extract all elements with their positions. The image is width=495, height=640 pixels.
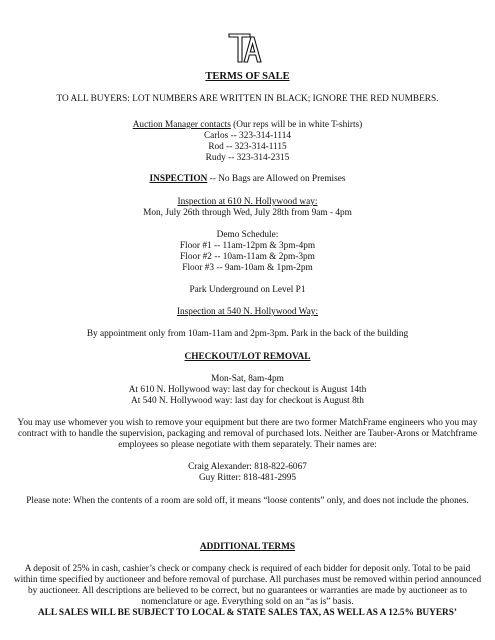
contact-line-carlos: Carlos -- 323-314-1114 <box>203 131 292 141</box>
engineer-craig: Craig Alexander: 818-822-6067 <box>188 462 307 472</box>
checkout-site2: At 540 N. Hollywood way: last day for checkout is August 8th <box>131 396 364 406</box>
inspection-line <box>20 174 475 185</box>
contacts-note: (Our reps will be in white T-shirts) <box>230 120 363 130</box>
demo-schedule-heading: Demo Schedule: <box>216 230 279 240</box>
checkout-site1: At 610 N. Hollywood way: last day for checkout is August 14th <box>128 385 367 395</box>
parking-note: Park Underground on Level P1 <box>189 285 306 295</box>
site1-inspection-heading: Inspection at 610 N. Hollywood way: <box>177 197 318 207</box>
engineer-guy: Guy Ritter: 818-481-2995 <box>198 473 297 483</box>
site1-inspection-hours: Mon, July 26th through Wed, July 28th from 9am - 4pm <box>143 208 352 218</box>
checkout-hours: Mon-Sat, 8am-4pm <box>211 374 284 384</box>
demo-floor-1: Floor #1 -- 11am-12pm & 3pm-4pm <box>179 241 316 251</box>
additional-terms-heading: ADDITIONAL TERMS <box>199 542 296 552</box>
site2-inspection-heading: Inspection at 540 N. Hollywood Way: <box>176 307 319 317</box>
demo-floor-3: Floor #3 -- 9am-10am & 1pm-2pm <box>182 263 313 273</box>
demo-floor-2: Floor #2 -- 10am-11am & 2pm-3pm <box>180 252 315 262</box>
site2-inspection-hours: By appointment only from 10am-11am and 2pm-3pm. Park in the back of the building <box>86 329 409 339</box>
inspection-text: -- No Bags are Allowed on Premises <box>207 174 346 184</box>
additional-terms-paragraph: A deposit of 25% in cash, cashier’s check or company check is required of each bidder for deposit only. Total to be paid within time specified by auctioneer and before removal of purchase. All purchases must be removed within period announced by auctioneer. All descriptions are believed to be correct, but no guarantees or warranties are made by auctioneer as to nomenclature or age. Everything sold on an “as is” basis. <box>13 564 482 607</box>
buyers-notice: TO ALL BUYERS: LOT NUMBERS ARE WRITTEN IN BLACK; IGNORE THE RED NUMBERS. <box>56 94 439 104</box>
contacts-heading-line <box>20 120 475 131</box>
contact-line-rudy: Rudy -- 323-314-2315 <box>205 153 290 163</box>
page-title: TERMS OF SALE <box>205 71 290 82</box>
contact-line-rod: Rod -- 323-314-1115 <box>208 142 287 152</box>
checkout-heading: CHECKOUT/LOT REMOVAL <box>184 352 311 362</box>
engineers-paragraph: You may use whomever you wish to remove your equipment but there are two former MatchFrame engineers who you may contract with to handle the supervision, packaging and removal of purchased lots. Neither are Tauber-Arons or Matchframe employees so please negotiate with them separately. Their names are: <box>17 418 478 450</box>
contacts-heading: Auction Manager contacts <box>132 120 231 130</box>
ta-monogram-logo <box>228 33 262 63</box>
loose-contents-note: Please note: When the contents of a room are sold off, it means “loose contents” only, and does not include the phones. <box>26 496 469 506</box>
inspection-label: INSPECTION <box>149 174 208 184</box>
sales-tax-line: ALL SALES WILL BE SUBJECT TO LOCAL & STATE SALES TAX, AS WELL AS A 12.5% BUYERS’ <box>37 608 458 618</box>
